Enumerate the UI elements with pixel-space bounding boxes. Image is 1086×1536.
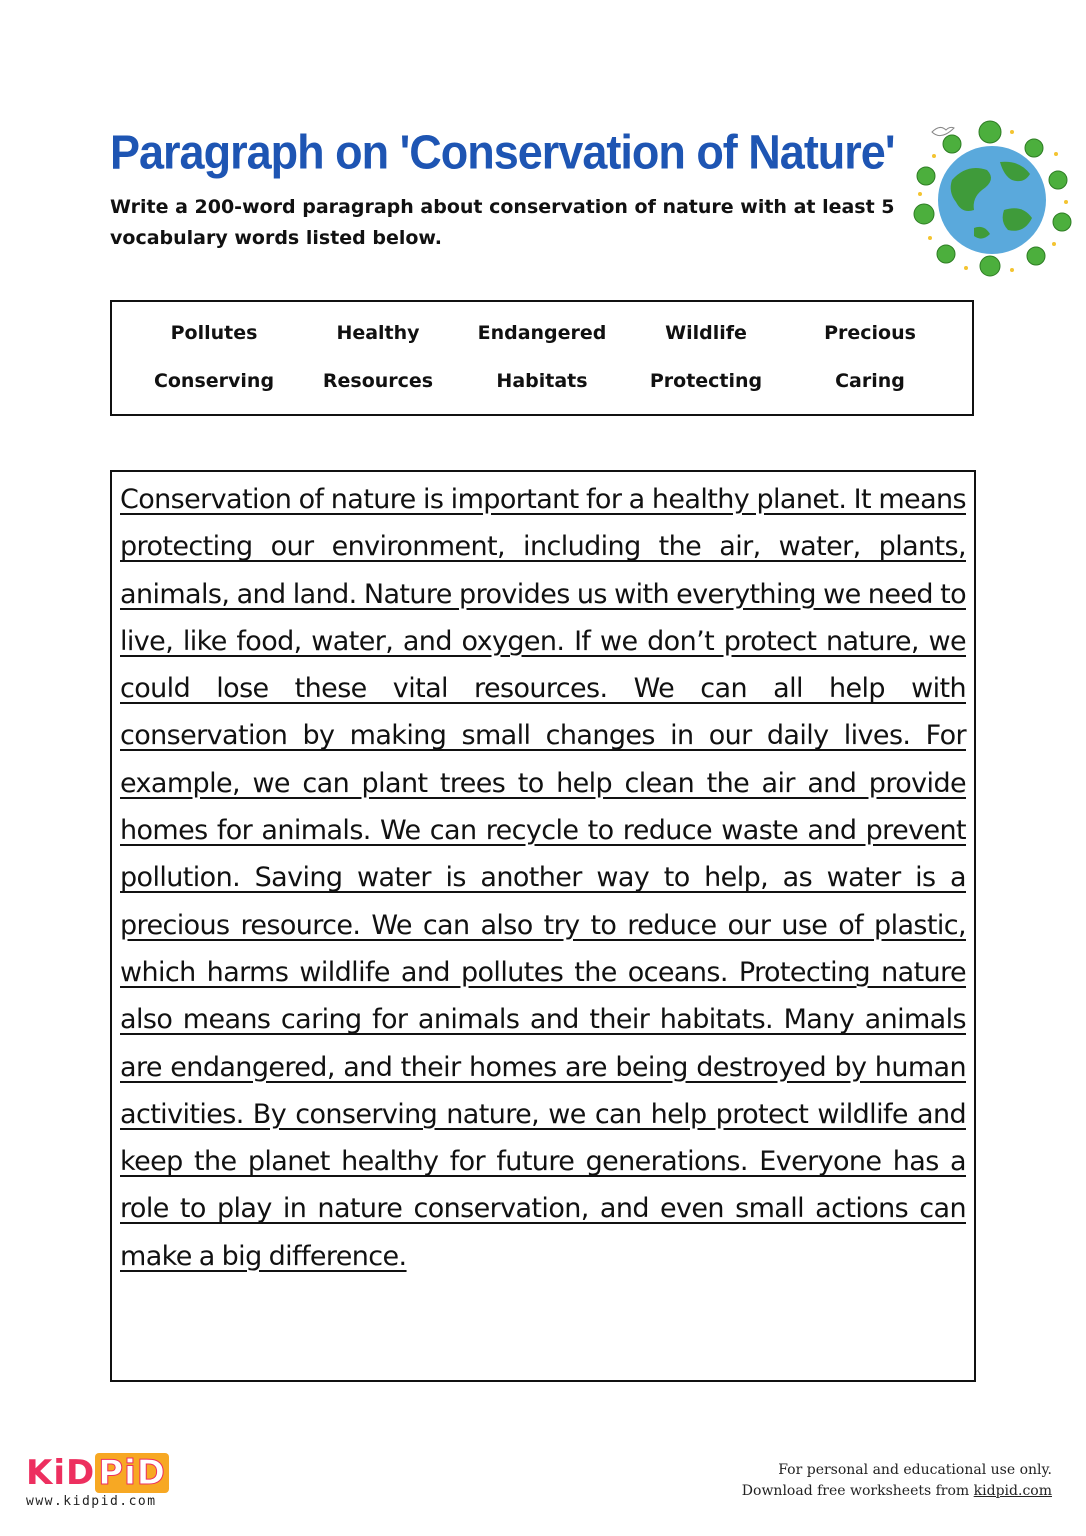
vocab-word: Conserving: [153, 370, 275, 392]
vocab-word: Precious: [824, 322, 916, 344]
instruction-text: Write a 200-word paragraph about conservation of nature with at least 5 vocabulary words listed below.: [110, 196, 895, 249]
footer-link[interactable]: kidpid.com: [973, 1483, 1052, 1499]
paragraph-text: Conservation of nature is important for a healthy planet. It means protecting our environment, including the air, water, plants, animals, and land. Nature provides us with everything we need to live, like food, water, and oxygen. If we don’t protect nature, we could lose these vital resources. We can all help with conservation by making small changes in our daily lives. For example, we can plant trees to help clean the air and provide homes for animals. We can recycle to reduce waste and prevent pollution. Saving water is another way to help, as water is a precious resource. We can also try to reduce our use of plastic, which harms wildlife and pollutes the oceans. Protecting nature also means caring for animals and their habitats. Many animals are endangered, and their homes are being destroyed by human activities. By conserving nature, we can help protect wildlife and keep the planet healthy for future generations. Everyone has a role to play in nature conservation, and even small actions can make a big difference.: [120, 484, 966, 1272]
vocab-word: Habitats: [496, 370, 588, 392]
dove-icon: [930, 122, 956, 140]
vocab-word: Resources: [322, 370, 434, 392]
vocab-word: Endangered: [477, 322, 607, 344]
vocab-word: Protecting: [649, 370, 763, 392]
page-title: Paragraph on 'Conservation of Nature': [110, 124, 895, 180]
vocabulary-box: [110, 300, 974, 416]
logo-kid: KiD: [26, 1453, 96, 1493]
footer-note: [632, 1460, 1052, 1502]
paragraph-box: [110, 470, 976, 1382]
logo-wordmark: [26, 1454, 176, 1492]
logo-url: www.kidpid.com: [26, 1494, 157, 1509]
vocabulary-grid: [132, 320, 952, 394]
logo-pid: PiD: [95, 1453, 169, 1493]
vocab-word: Caring: [835, 370, 905, 392]
kidpid-logo: [26, 1454, 176, 1514]
earth-globe-with-trees-icon: [912, 118, 1072, 278]
vocab-word: Pollutes: [170, 322, 258, 344]
footer-download-line: [632, 1481, 1052, 1502]
footer-download-prefix: Download free worksheets from: [741, 1483, 974, 1499]
footer-usage-line: For personal and educational use only.: [778, 1462, 1052, 1478]
vocab-word: Wildlife: [665, 322, 747, 344]
vocab-word: Healthy: [336, 322, 420, 344]
